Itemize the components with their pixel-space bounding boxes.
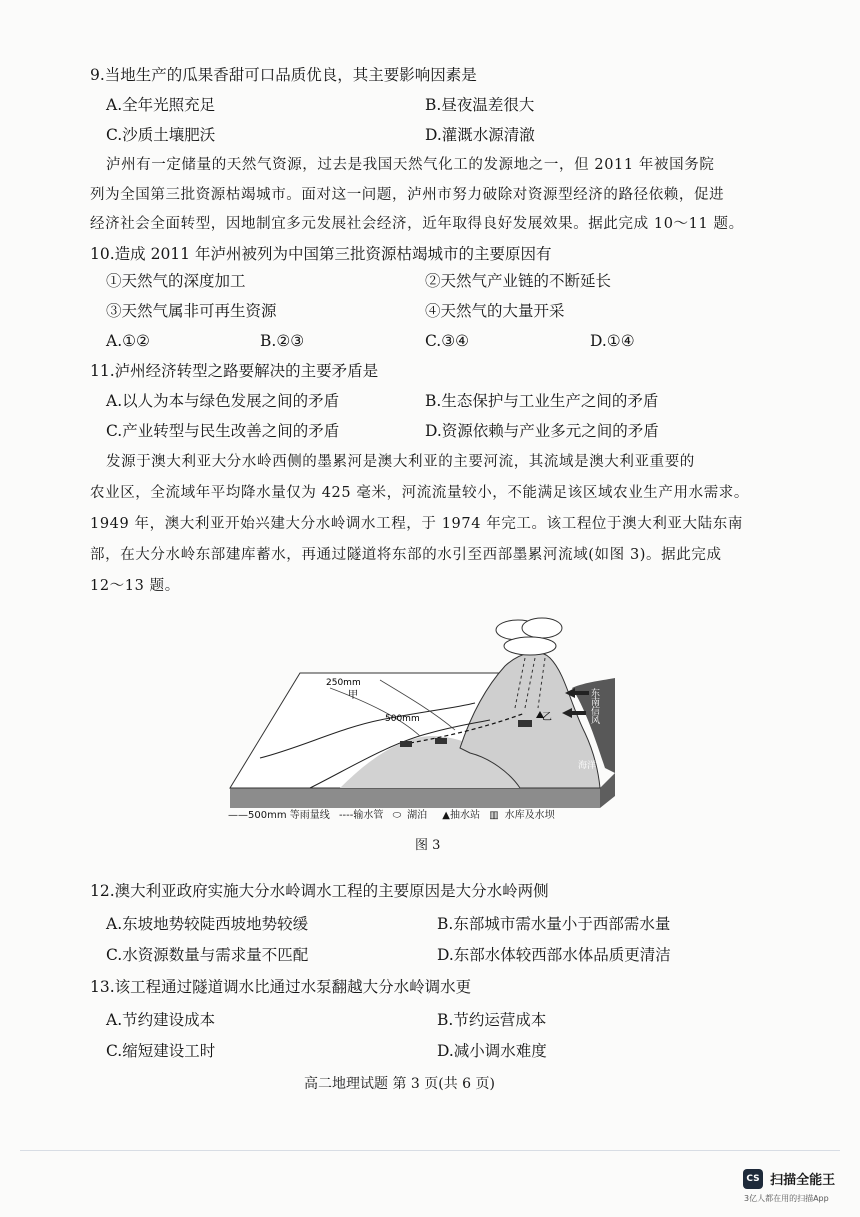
label-yi: 乙 [542, 712, 552, 723]
legend-reservoir [489, 810, 560, 821]
q9-option-c: C.沙质土壤肥沃 [106, 126, 216, 144]
reservoir-dam-icon [518, 720, 532, 727]
q9-stem: 9.当地生产的瓜果香甜可口品质优良，其主要影响因素是 [90, 66, 477, 84]
passage2-line1: 发源于澳大利亚大分水岭西侧的墨累河是澳大利亚的主要河流，其流域是澳大利亚重要的 [106, 454, 695, 470]
q12-option-d: D.东部水体较西部水体品质更清洁 [437, 946, 671, 964]
q10-statement-4: ④天然气的大量开采 [425, 302, 565, 320]
label-trade-wind: 东南信风 [589, 688, 599, 724]
block-front-face [230, 788, 600, 808]
passage1-line2: 列为全国第三批资源枯竭城市。面对这一问题，泸州市努力破除对资源型经济的路径依赖，促进 [90, 187, 725, 203]
passage2-line2: 农业区，全流域年平均降水量仅为 425 毫米，河流流量较小，不能满足该区域农业生产用水需求。 [90, 485, 749, 501]
q12-option-c: C.水资源数量与需求量不匹配 [106, 946, 309, 964]
legend-pipe: ----输水管 [338, 810, 384, 821]
q9-option-a: A.全年光照充足 [106, 96, 216, 114]
figure-caption: 图 3 [415, 838, 441, 853]
label-ocean: 海洋 [578, 761, 597, 771]
passage1-line3: 经济社会全面转型，因地制宜多元发展社会经济，近年取得良好发展效果。据此完成 10～11 题。 [90, 216, 744, 232]
label-jia: 甲 [348, 690, 358, 701]
q12-stem: 12.澳大利亚政府实施大分水岭调水工程的主要原因是大分水岭两侧 [90, 882, 549, 900]
cs-logo-icon: CS [743, 1169, 763, 1189]
q13-option-a: A.节约建设成本 [106, 1011, 216, 1029]
q12-option-a: A.东坡地势较陡西坡地势较缓 [106, 915, 309, 933]
q10-option-c: C.③④ [425, 332, 470, 350]
q10-option-d: D.①④ [590, 332, 635, 350]
q11-option-b: B.生态保护与工业生产之间的矛盾 [425, 392, 659, 410]
passage1-line1: 泸州有一定储量的天然气资源，过去是我国天然气化工的发源地之一，但 2011 年被国务院 [106, 157, 715, 173]
q11-option-d: D.资源依赖与产业多元之间的矛盾 [425, 422, 659, 440]
cloud [504, 637, 556, 655]
figure-legend [228, 806, 567, 821]
q10-statement-3: ③天然气属非可再生资源 [106, 302, 277, 320]
q10-stem: 10.造成 2011 年泸州被列为中国第三批资源枯竭城市的主要原因有 [90, 245, 552, 263]
q13-stem: 13.该工程通过隧道调水比通过水泵翻越大分水岭调水更 [90, 978, 472, 996]
figure-block-diagram [220, 608, 640, 813]
q13-option-d: D.减小调水难度 [437, 1042, 547, 1060]
block-right-face [600, 773, 615, 808]
legend-lake-label: 湖泊 [407, 810, 428, 821]
reservoir-dam-icon [435, 738, 447, 744]
lake-icon: ⬭ [392, 810, 402, 821]
wind-arrow-shaft [575, 691, 589, 695]
divider [20, 1150, 840, 1151]
q13-option-b: B.节约运营成本 [437, 1011, 547, 1029]
page-footer: 高二地理试题 第 3 页(共 6 页) [304, 1076, 495, 1092]
q11-stem: 11.泸州经济转型之路要解决的主要矛盾是 [90, 362, 379, 380]
q10-option-a: A.①② [106, 332, 150, 350]
label-250mm: 250mm [326, 678, 361, 688]
passage2-line5: 12～13 题。 [90, 578, 180, 594]
legend-pump: ▲抽水站 [442, 810, 480, 821]
q11-option-c: C.产业转型与民生改善之间的矛盾 [106, 422, 340, 440]
reservoir-dam-icon [400, 741, 412, 747]
q10-statement-1: ①天然气的深度加工 [106, 272, 246, 290]
cloud [522, 618, 562, 638]
passage2-line4: 部，在大分水岭东部建库蓄水，再通过隧道将东部的水引至西部墨累河流域(如图 3)。据此完成 [90, 547, 722, 563]
q9-option-b: B.昼夜温差很大 [425, 96, 535, 114]
q12-option-b: B.东部城市需水量小于西部需水量 [437, 915, 671, 933]
legend-reservoir-label: 水库及水坝 [504, 810, 555, 821]
q10-option-b: B.②③ [260, 332, 305, 350]
wind-arrow-shaft [572, 711, 586, 715]
legend-lake [393, 810, 434, 821]
reservoir-icon: ▥ [489, 810, 499, 821]
q11-option-a: A.以人为本与绿色发展之间的矛盾 [106, 392, 340, 410]
passage2-line3: 1949 年，澳大利亚开始兴建大分水岭调水工程，于 1974 年完工。该工程位于澳大利亚大陆东南 [90, 516, 743, 532]
legend-isohyet: ——500mm 等雨量线 [228, 810, 330, 821]
brand-name: 扫描全能王 [770, 1173, 836, 1188]
brand-tagline: 3亿人都在用的扫描App [744, 1194, 829, 1203]
label-500mm: 500mm [385, 714, 420, 724]
q13-option-c: C.缩短建设工时 [106, 1042, 216, 1060]
q9-option-d: D.灌溉水源清澈 [425, 126, 535, 144]
scanner-brand [743, 1168, 835, 1189]
q10-statement-2: ②天然气产业链的不断延长 [425, 272, 612, 290]
